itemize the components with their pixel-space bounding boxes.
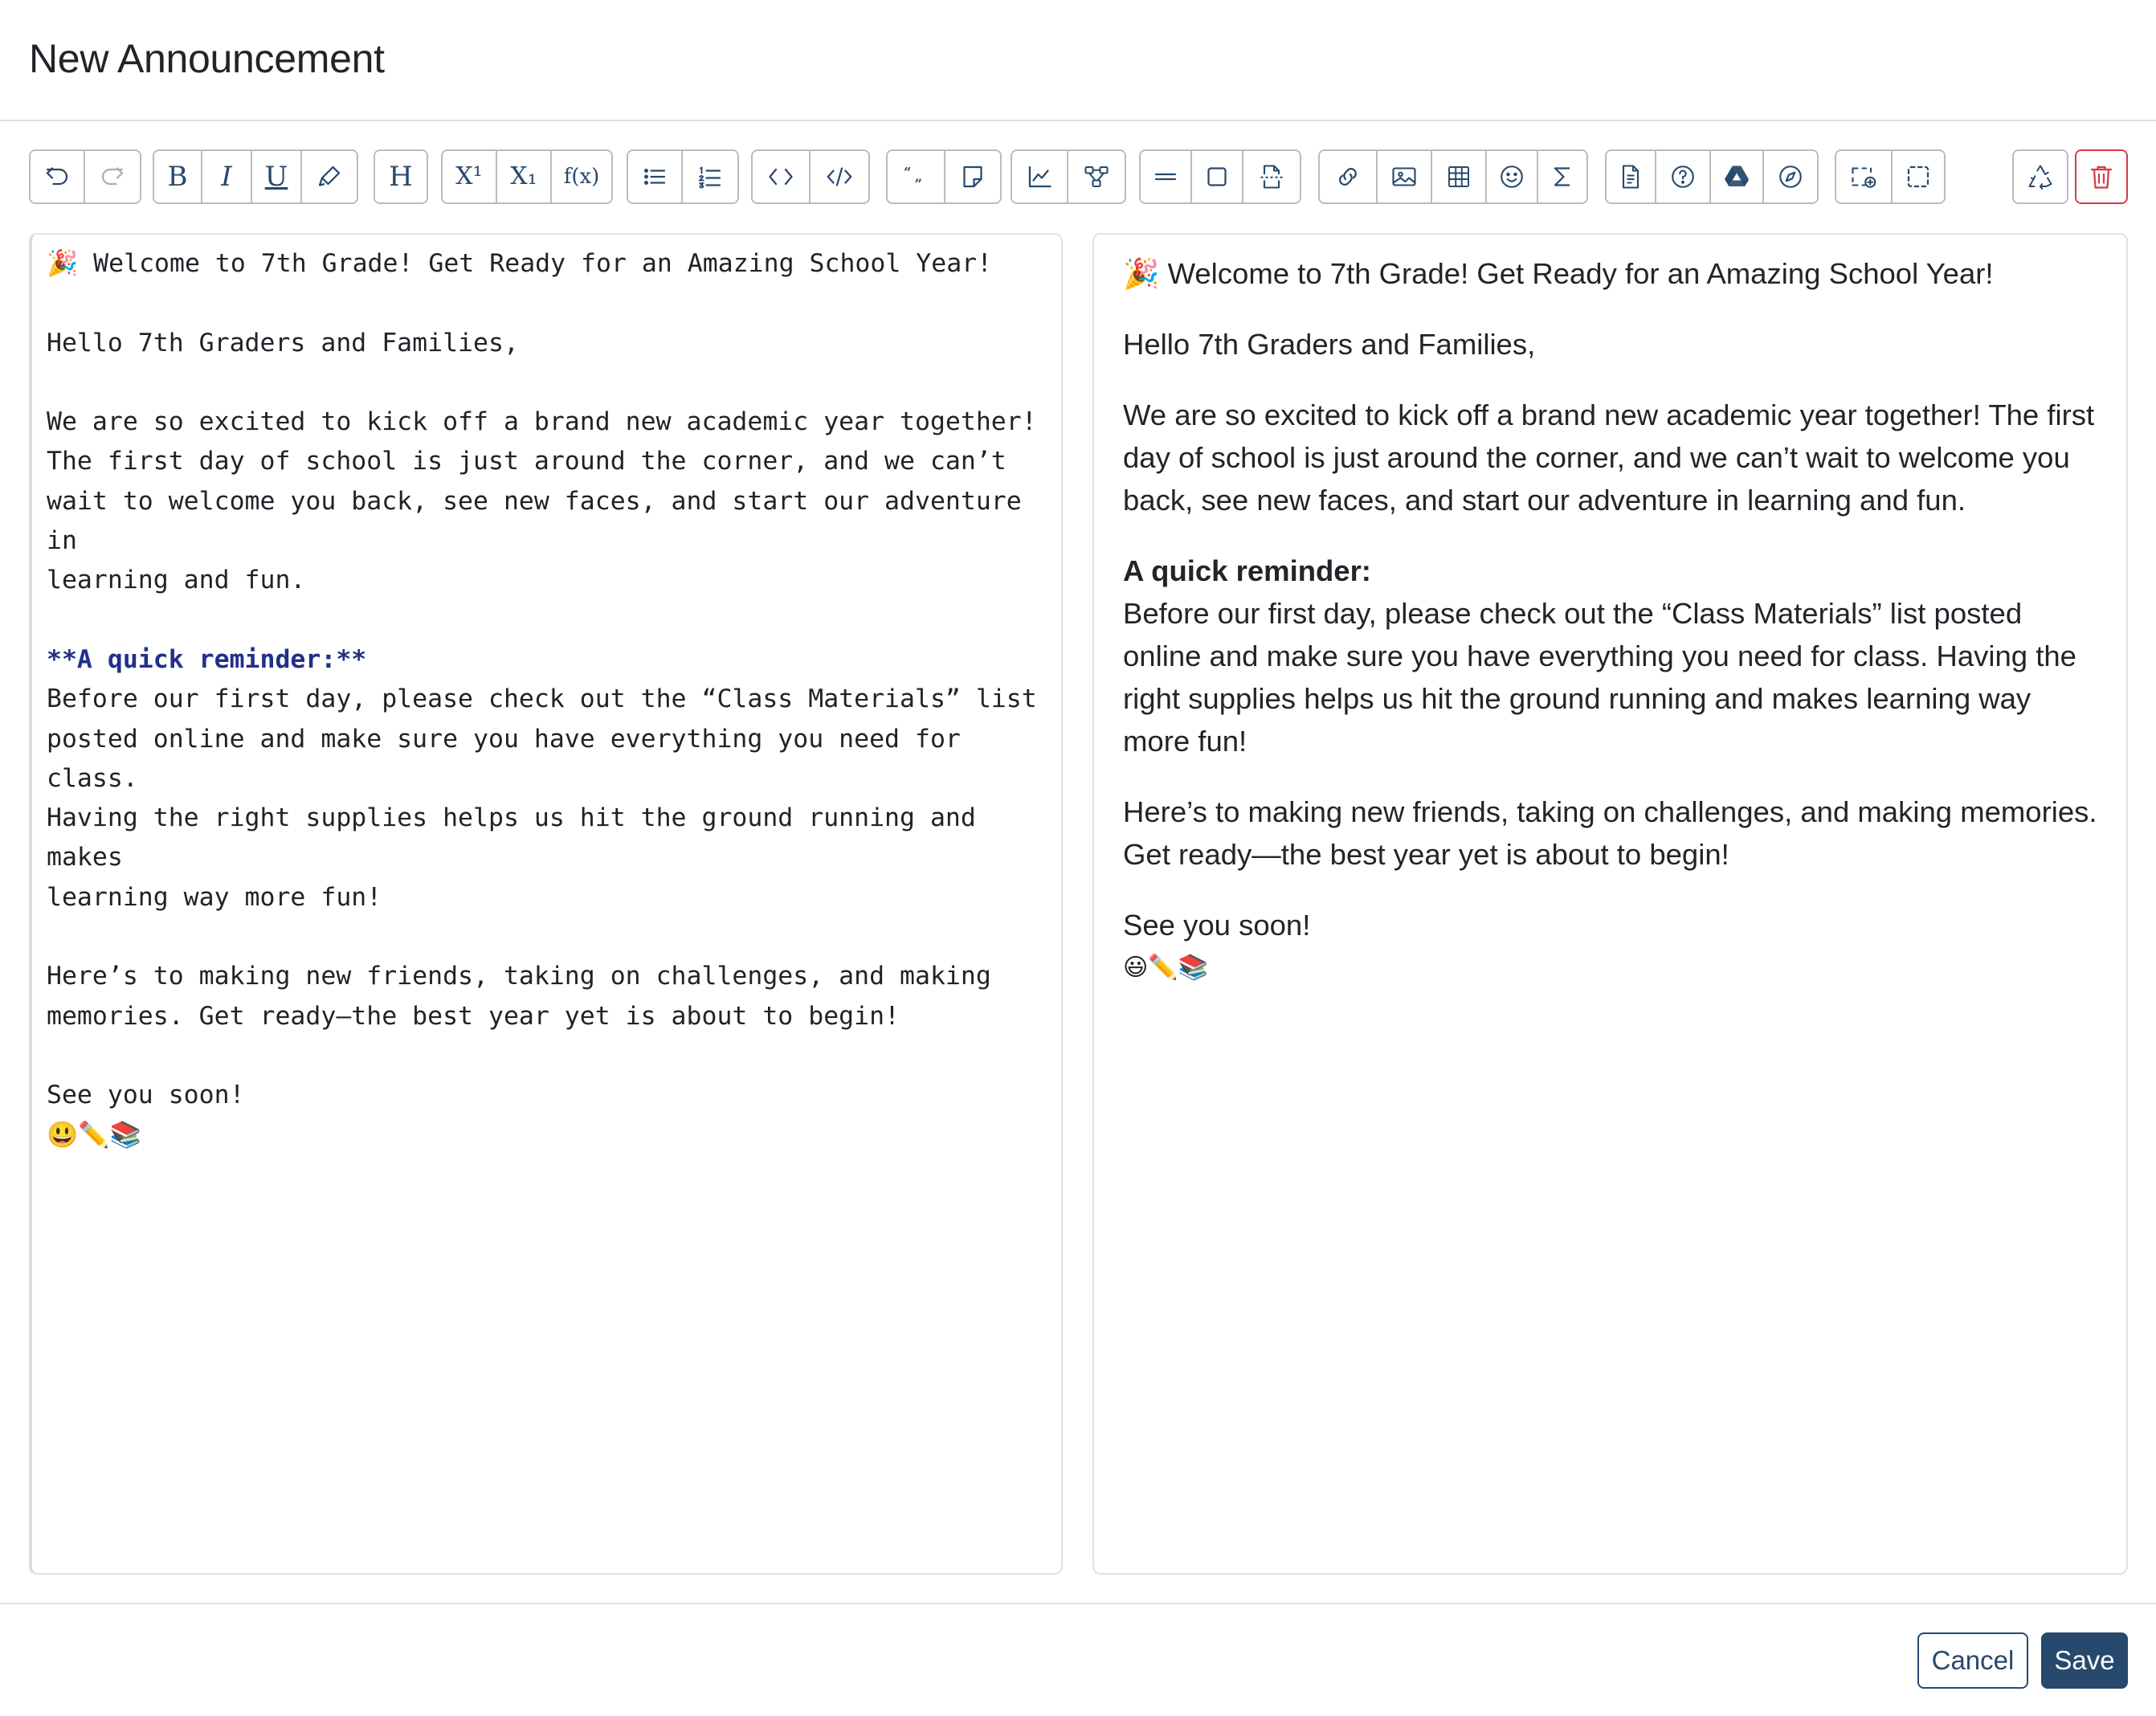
modal-footer [0, 1603, 2156, 1716]
emoji-icon [1497, 162, 1526, 191]
preview-closing: Here’s to making new friends, taking on challenges, and making memories. Get ready—the best year yet is about to begin! [1123, 795, 2097, 871]
preview-reminder-body: Before our first day, please check out the “Class Materials” list posted online and make sure you have everything you need for class. Having the right supplies helps us hit the ground running and makes learning way more fun! [1123, 597, 2076, 758]
subscript-icon: X₁ [510, 162, 537, 190]
preview-reminder-title: A quick reminder: [1123, 554, 1371, 587]
function-button[interactable] [552, 151, 611, 202]
selection-group [1835, 149, 1946, 204]
editor-line [47, 917, 1047, 957]
preview-emojis: 😃✏️📚 [1123, 954, 1208, 981]
preview-content [1123, 252, 2097, 989]
numbered-list-button[interactable] [683, 151, 737, 202]
sigma-icon [1548, 162, 1577, 191]
preview-greeting: Hello 7th Graders and Families, [1123, 328, 1536, 361]
superscript-button[interactable] [443, 151, 497, 202]
preview-signoff-block [1123, 904, 2097, 989]
format-group [153, 149, 358, 204]
editor-line: Here’s to making new friends, taking on challenges, and making [47, 962, 991, 991]
page-break-icon [1257, 162, 1286, 191]
compass-icon [1776, 162, 1805, 191]
page-break-button[interactable] [1243, 151, 1300, 202]
preview-intro: We are so excited to kick off a brand new academic year together! The first day of school is just around the corner, and we can’t wait to welcome you back, see new faces, and start our adventure in learning and fun. [1123, 398, 2095, 517]
lists-group [627, 149, 739, 204]
cancel-button[interactable]: Cancel [1917, 1632, 2028, 1689]
redo-button[interactable] [85, 151, 140, 202]
editor-line: learning and fun. [47, 566, 306, 595]
bold-button[interactable] [154, 151, 202, 202]
bullet-list-button[interactable] [628, 151, 683, 202]
highlight-icon [315, 162, 344, 191]
heading-icon: H [389, 161, 413, 193]
line-chart-icon [1025, 162, 1054, 191]
script-group [441, 149, 613, 204]
recycle-button[interactable] [2014, 151, 2067, 202]
diagram-button[interactable] [1068, 151, 1125, 202]
compass-button[interactable] [1764, 151, 1817, 202]
trash-group [2075, 149, 2128, 204]
editor-line: Before our first day, please check out the “Class Materials” list [47, 684, 1037, 714]
google-drive-button[interactable] [1711, 151, 1764, 202]
modal-title: New Announcement [29, 36, 385, 81]
graphs-group [1011, 149, 1126, 204]
help-button[interactable] [1656, 151, 1711, 202]
heading-group [374, 149, 428, 204]
editor-line: learning way more fun! [47, 882, 382, 912]
code-icon [766, 162, 795, 191]
editor-line: 🎉 Welcome to 7th Grade! Get Ready for an Amazing School Year! [47, 249, 993, 278]
select-region-button[interactable] [1893, 151, 1944, 202]
function-icon: f(x) [563, 165, 600, 189]
line-chart-button[interactable] [1012, 151, 1068, 202]
undo-button[interactable] [31, 151, 85, 202]
sticky-note-icon [958, 162, 987, 191]
history-group [29, 149, 141, 204]
editor-line: wait to welcome you back, see new faces, and start our adventure in [47, 486, 1037, 556]
heading-button[interactable] [375, 151, 427, 202]
editor-line: We are so excited to kick off a brand new academic year together! [47, 407, 1037, 437]
highlight-button[interactable] [302, 151, 357, 202]
italic-icon: I [221, 161, 232, 193]
bold-icon: B [167, 161, 188, 193]
code-group [751, 149, 870, 204]
sticky-note-button[interactable] [945, 151, 1000, 202]
document-button[interactable] [1607, 151, 1656, 202]
underline-button[interactable] [252, 151, 302, 202]
editor-line: posted online and make sure you have everything you need for class. [47, 724, 976, 793]
quote-icon [901, 162, 930, 191]
inline-code-button[interactable] [753, 151, 811, 202]
insert-group [1318, 149, 1588, 204]
editor-line [47, 601, 1047, 640]
italic-button[interactable] [202, 151, 252, 202]
preview-reminder [1123, 550, 2097, 762]
blocks-group [886, 149, 1002, 204]
undo-icon [43, 162, 71, 191]
select-region-icon [1904, 162, 1933, 191]
editor-line [47, 363, 1047, 402]
code-block-button[interactable] [811, 151, 868, 202]
editor-line [47, 284, 1047, 323]
link-button[interactable] [1320, 151, 1378, 202]
editor-line: See you soon! [47, 1081, 245, 1110]
numbered-list-icon [696, 162, 725, 191]
resources-group [1605, 149, 1819, 204]
preview-signoff: See you soon! [1123, 909, 1311, 942]
svg-text:“: “ [904, 165, 912, 180]
underline-icon: U [264, 161, 288, 193]
editor-line: **A quick reminder:** [47, 644, 367, 674]
layout-group [1139, 149, 1301, 204]
superscript-icon: X¹ [455, 162, 483, 190]
editor-line: The first day of school is just around the corner, and we can’t [47, 447, 1007, 476]
preview-pane [1092, 233, 2128, 1575]
diagram-icon [1082, 162, 1111, 191]
add-region-icon [1849, 162, 1878, 191]
editor-line: Hello 7th Graders and Families, [47, 328, 519, 358]
image-button[interactable] [1378, 151, 1432, 202]
markdown-editor-pane[interactable] [29, 233, 1063, 1575]
table-icon [1444, 162, 1473, 191]
markdown-editor[interactable] [47, 244, 1047, 1155]
modal-header [0, 0, 2156, 121]
add-region-button[interactable] [1836, 151, 1893, 202]
sigma-button[interactable] [1538, 151, 1586, 202]
horizontal-rule-button[interactable] [1141, 151, 1192, 202]
trash-icon [2087, 162, 2116, 191]
delete-button[interactable] [2076, 151, 2126, 202]
image-icon [1390, 162, 1419, 191]
redo-icon [98, 162, 127, 191]
editor-line [47, 1036, 1047, 1076]
box-icon [1203, 162, 1231, 191]
link-icon [1333, 162, 1362, 191]
table-button[interactable] [1432, 151, 1487, 202]
bullet-list-icon [640, 162, 669, 191]
recycle-icon [2026, 162, 2055, 191]
editor-toolbar [0, 149, 2156, 206]
save-button[interactable]: Save [2041, 1632, 2128, 1689]
document-icon [1616, 162, 1645, 191]
help-icon [1668, 162, 1697, 191]
svg-text:”: ” [914, 177, 922, 191]
code-slash-icon [825, 162, 854, 191]
horizontal-rule-icon [1151, 162, 1180, 191]
editor-line: memories. Get ready—the best year yet is about to begin! [47, 1001, 900, 1031]
editor-line: 😃✏️📚 [47, 1120, 141, 1150]
box-button[interactable] [1192, 151, 1243, 202]
subscript-button[interactable] [497, 151, 552, 202]
recycle-group [2012, 149, 2068, 204]
quote-button[interactable] [888, 151, 945, 202]
emoji-button[interactable] [1487, 151, 1538, 202]
google-drive-icon [1722, 162, 1751, 191]
preview-heading: 🎉 Welcome to 7th Grade! Get Ready for an Amazing School Year! [1123, 257, 1994, 290]
editor-line: Having the right supplies helps us hit the ground running and makes [47, 803, 991, 872]
